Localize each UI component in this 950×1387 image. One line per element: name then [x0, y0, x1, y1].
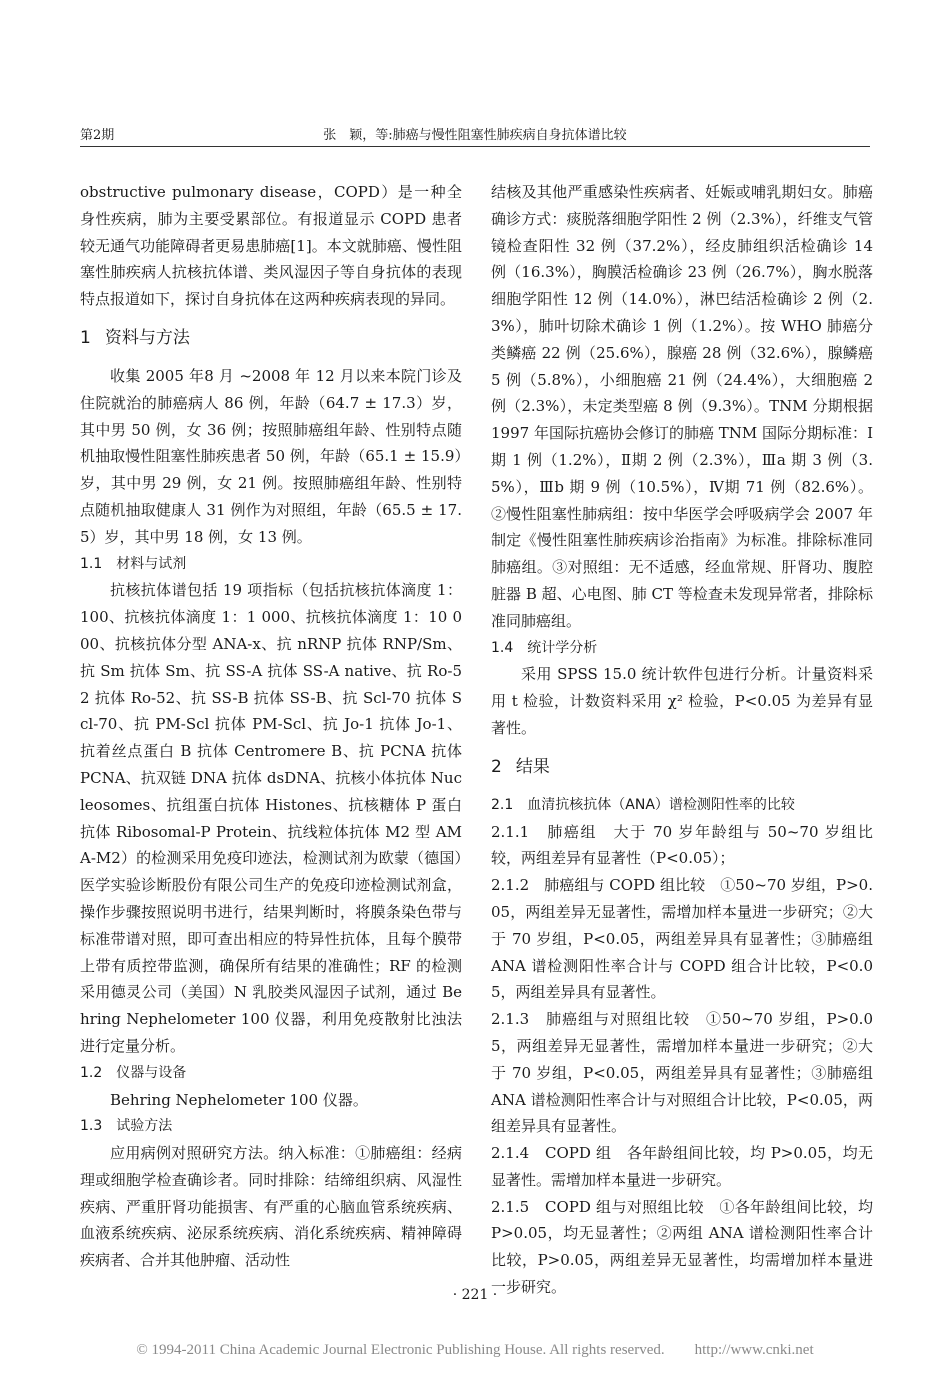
result-2-1-2: 2.1.2 肺癌组与 COPD 组比较 ①50~70 岁组，P>0.05，两组差异无显著性，需增加样本量进一步研究；②大于 70 岁组，P<0.05，两组差异具有显著性；③肺癌组 ANA 谱检测阳性率合计与 COPD 组合计比较，P<0.05，两组差异具有显著性。 — [491, 876, 873, 1002]
intro-paragraph: obstructive pulmonary disease，COPD）是一种全身性疾病，肺为主要受累部位。有报道显示 COPD 患者较无通气功能障碍者更易患肺癌[1]。本文就肺癌、慢性阻塞性肺疾病人抗核抗体谱、类风湿因子等自身抗体的表现特点报道如下，探讨自身抗体在这两种疾病表现的异同。 — [80, 183, 462, 309]
section-1-paragraph: 收集 2005 年8 月 ~2008 年 12 月以来本院门诊及住院就治的肺癌病人 86 例，年龄（64.7 ± 17.3）岁，其中男 50 例，女 36 例；按照肺癌组年龄、性别特点随机抽取慢性阻塞性肺疾患者 50 例，年龄（65.1 ± 15.9）岁，其中男 29 例，女 21 例。按照肺癌组年龄、性别特点随机抽取健康人 31 例作为对照组，年龄（65.5 ± 17.5）岁，其中男 18 例，女 13 例。 — [80, 366, 462, 546]
result-2-1-3: 2.1.3 肺癌组与对照组比较 ①50~70 岁组，P>0.05，两组差异无显著性，需增加样本量进一步研究；②大于 70 岁组，P<0.05，两组差异具有显著性；③肺癌组 ANA 谱检测阳性率合计与对照组合计比较，P<0.05，两组差异具有显著性。 — [491, 1010, 873, 1136]
left-column — [80, 179, 462, 1274]
copyright-footer: © 1994-2011 China Academic Journal Electronic Publishing House. All rights reserved. http://www.cnki.net — [136, 1342, 814, 1358]
section-1-heading — [80, 325, 462, 351]
section-number: 2.1 — [491, 796, 514, 813]
section-1-1-paragraph: 抗核抗体谱包括 19 项指标（包括抗核抗体滴度 1：100、抗核抗体滴度 1：1 000、抗核抗体滴度 1：10 000、抗核抗体分型 ANA-x、抗 nRNP 抗体 RNP/Sm、抗 Sm 抗体 Sm、抗 SS-A 抗体 SS-A native、抗 Ro-52 抗体 Ro-52、抗 SS-B 抗体 SS-B、抗 Scl-70 抗体 Scl-70、抗 PM-Scl 抗体 PM-Scl、抗 Jo-1 抗体 Jo-1、抗着丝点蛋白 B 抗体 Centromere B、抗 PCNA 抗体 PCNA、抗双链 DNA 抗体 dsDNA、抗核小体抗体 Nucleosomes、抗组蛋白抗体 Histones、抗核糖体 P 蛋白抗体 Ribosomal-P Protein、抗线粒体抗体 M2 型 AMA-M2）的检测采用免疫印迹法，检测试剂为欧蒙（德国）医学实验诊断股份有限公司生产的免疫印迹检测试剂盒，操作步骤按照说明书进行，结果判断时，将膜条染色带与标准带谱对照，即可查出相应的特异性抗体，且每个膜带上带有质控带监测，确保所有结果的准确性；RF 的检测采用德灵公司（美国）N 乳胶类风湿因子试剂，通过 Behring Nephelometer 100 仪器，利用免疫散射比浊法进行定量分析。 — [80, 581, 462, 1055]
section-title: 统计学分析 — [527, 639, 598, 656]
section-title: 材料与试剂 — [116, 555, 187, 572]
result-2-1-5: 2.1.5 COPD 组与对照组比较 ①各年龄组间比较，均 P>0.05，均无显著性；②两组 ANA 谱检测阳性率合计比较，P>0.05，两组差异无显著性，均需增加样本量进一步研究。 — [491, 1197, 873, 1297]
section-title: 结果 — [515, 756, 550, 777]
result-2-1-1: 2.1.1 肺癌组 大于 70 岁年龄组与 50~70 岁组比较，两组差异有显著性（P<0.05）； — [491, 822, 873, 868]
section-1-3-heading — [80, 1113, 462, 1140]
section-1-2-heading — [80, 1060, 462, 1087]
section-title: 试验方法 — [116, 1118, 173, 1135]
running-title: 张 颖，等:肺癌与慢性阻塞性肺疾病自身抗体谱比较 — [323, 128, 627, 143]
section-number: 1.4 — [491, 639, 514, 656]
section-number: 1.2 — [80, 1064, 103, 1081]
running-header — [80, 122, 870, 147]
page-number: · 221 · — [452, 1287, 498, 1303]
section-1-3-paragraph: 应用病例对照研究方法。纳入标准：①肺癌组：经病理或细胞学检查确诊者。同时排除：结缔组织病、风湿性疾病、严重肝肾功能损害、有严重的心脑血管系统疾病、血液系统疾病、泌尿系统疾病、消化系统疾病、精神障碍疾病者、合并其他肿瘤、活动性 — [80, 1144, 462, 1270]
section-number: 1.3 — [80, 1118, 103, 1135]
section-1-4-heading — [491, 635, 873, 662]
result-2-1-4: 2.1.4 COPD 组 各年龄组间比较，均 P>0.05，均无显著性。需增加样本量进一步研究。 — [491, 1144, 873, 1189]
continued-paragraph: 结核及其他严重感染性疾病者、妊娠或哺乳期妇女。肺癌确诊方式：痰脱落细胞学阳性 2 例（2.3%），纤维支气管镜检查阳性 32 例（37.2%），经皮肺组织活检确诊 14 例（16.3%），胸膜活检确诊 23 例（26.7%），胸水脱落细胞学阳性 12 例（14.0%），淋巴结活检确诊 2 例（2.3%），肺叶切除术确诊 1 例（1.2%）。按 WHO 肺癌分类鳞癌 22 例（25.6%），腺癌 28 例（32.6%），腺鳞癌 5 例（5.8%），小细胞癌 21 例（24.4%），大细胞癌 2 例（2.3%），未定类型癌 8 例（9.3%）。TNM 分期根据 1997 年国际抗癌协会修订的肺癌 TNM 国际分期标准：Ⅰ期 1 例（1.2%），Ⅱ期 2 例（2.3%），Ⅲa 期 3 例（3.5%），Ⅲb 期 9 例（10.5%），Ⅳ期 71 例（82.6%）。②慢性阻塞性肺病组：按中华医学会呼吸病学会 2007 年制定《慢性阻塞性肺疾病诊治指南》为标准。排除标准同肺癌组。③对照组：无不适感，经血常规、肝肾功、腹腔脏器 B 超、心电图、肺 CT 等检查未发现异常者，排除标准同肺癌组。 — [491, 183, 873, 630]
section-title: 仪器与设备 — [116, 1064, 187, 1081]
section-1-1-heading — [80, 551, 462, 578]
section-2-1-heading — [491, 792, 873, 819]
right-column — [491, 179, 873, 1301]
section-2-heading — [491, 754, 873, 780]
section-number: 2 — [491, 756, 502, 777]
section-1-2-paragraph: Behring Nephelometer 100 仪器。 — [110, 1090, 368, 1109]
section-number: 1 — [80, 327, 91, 348]
section-1-4-paragraph: 采用 SPSS 15.0 统计软件包进行分析。计量资料采用 t 检验，计数资料采用 χ² 检验，P<0.05 为差异有显著性。 — [491, 665, 873, 737]
issue-label: 第2期 — [80, 128, 115, 143]
section-number: 1.1 — [80, 555, 103, 572]
section-title: 血清抗核抗体（ANA）谱检测阳性率的比较 — [527, 796, 795, 813]
section-title: 资料与方法 — [104, 327, 190, 348]
